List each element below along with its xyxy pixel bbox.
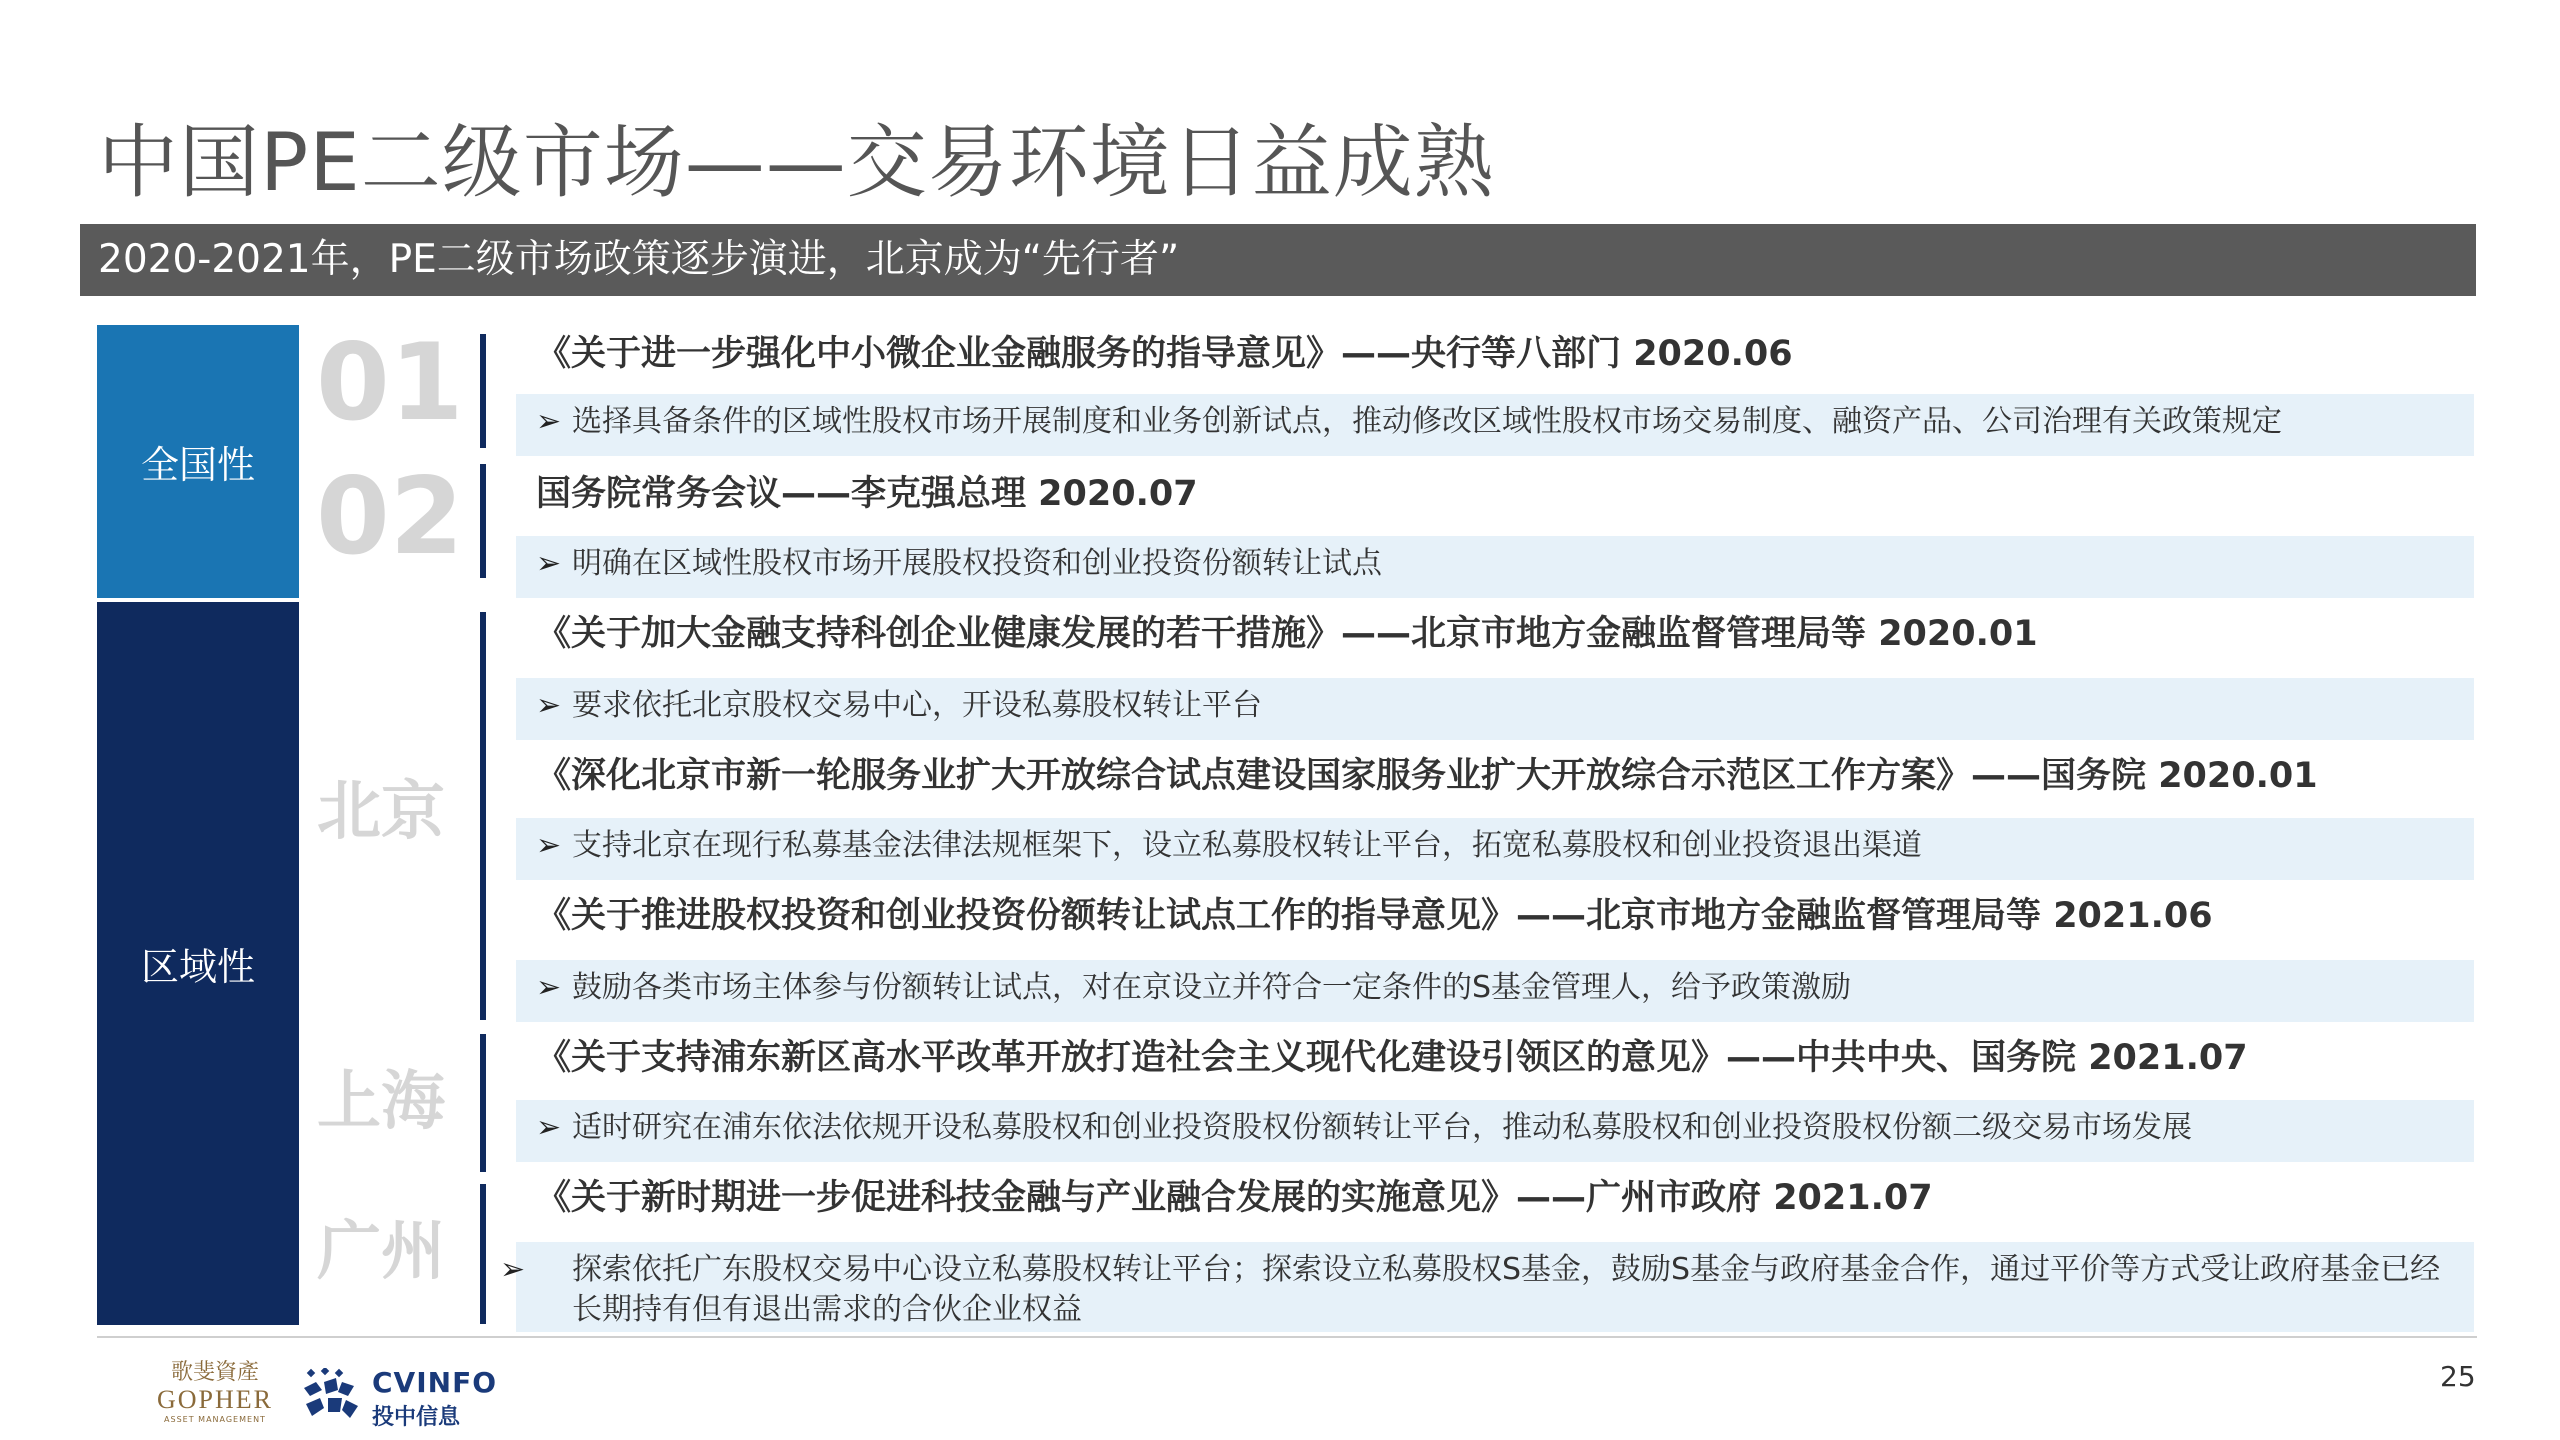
policy-detail-text: 适时研究在浦东依法依规开设私募股权和创业投资股权份额转让平台，推动私募股权和创业投资股权份额二级交易市场发展	[572, 1110, 2192, 1145]
policy-detail-text: 选择具备条件的区域性股权市场开展制度和业务创新试点，推动修改区域性股权市场交易制度、融资产品、公司治理有关政策规定	[572, 404, 2282, 439]
policy-title: 《关于加大金融支持科创企业健康发展的若干措施》——北京市地方金融监督管理局等 2020.01	[536, 614, 2038, 654]
policy-detail	[516, 1100, 2474, 1162]
arrow-bullet-icon: ➢	[536, 404, 562, 439]
divider-line	[480, 1034, 486, 1172]
policy-title: 《关于推进股权投资和创业投资份额转让试点工作的指导意见》——北京市地方金融监督管理局等 2021.06	[536, 896, 2213, 936]
arrow-bullet-icon: ➢	[536, 970, 562, 1005]
category-regional: 区域性	[97, 602, 299, 1325]
gopher-logo-chinese: 歌斐資產	[170, 1360, 259, 1385]
arrow-bullet-icon: ➢	[500, 1252, 526, 1287]
city-label-guangzhou: 广州	[317, 1215, 445, 1289]
policy-detail-text: 明确在区域性股权市场开展股权投资和创业投资份额转让试点	[572, 546, 1382, 581]
gopher-logo-name: GOPHER	[156, 1385, 273, 1414]
cvinfo-logo	[302, 1362, 497, 1432]
cvinfo-mark-icon	[302, 1368, 362, 1424]
arrow-bullet-icon: ➢	[536, 828, 562, 863]
policy-detail-text: 支持北京在现行私募基金法律法规框架下，设立私募股权转让平台，拓宽私募股权和创业投资退出渠道	[572, 828, 1922, 863]
number-02: 02	[316, 455, 464, 578]
policy-title: 《深化北京市新一轮服务业扩大开放综合试点建设国家服务业扩大开放综合示范区工作方案》——国务院 2020.01	[536, 756, 2318, 796]
divider-line	[480, 1184, 486, 1324]
cvinfo-logo-cn: 投中信息	[372, 1405, 461, 1430]
category-national: 全国性	[97, 325, 299, 598]
city-label-shanghai: 上海	[317, 1065, 445, 1139]
gopher-logo-subtitle: ASSET MANAGEMENT	[164, 1415, 266, 1424]
policy-title: 国务院常务会议——李克强总理 2020.07	[536, 474, 1198, 514]
policy-detail	[516, 818, 2474, 880]
policy-detail	[500, 1242, 2474, 1332]
footer-divider	[97, 1336, 2477, 1338]
gopher-logo	[145, 1355, 285, 1435]
arrow-bullet-icon: ➢	[536, 688, 562, 723]
cvinfo-logo-en: CVINFO	[372, 1366, 497, 1399]
city-label-beijing: 北京	[317, 775, 445, 849]
policy-detail-text: 鼓励各类市场主体参与份额转让试点，对在京设立并符合一定条件的S基金管理人，给予政策激励	[572, 970, 1852, 1005]
policy-detail	[516, 536, 2474, 598]
number-01: 01	[316, 321, 464, 444]
policy-detail	[516, 678, 2474, 740]
arrow-bullet-icon: ➢	[536, 546, 562, 581]
divider-line	[480, 334, 486, 448]
policy-detail-text: 探索依托广东股权交易中心设立私募股权转让平台；探索设立私募股权S基金，鼓励S基金与政府基金合作，通过平价等方式受让政府基金已经长期持有但有退出需求的合伙企业权益	[572, 1252, 2441, 1327]
policy-detail-text: 要求依托北京股权交易中心，开设私募股权转让平台	[572, 688, 1262, 723]
policy-title: 《关于进一步强化中小微企业金融服务的指导意见》——央行等八部门 2020.06	[536, 334, 1793, 374]
divider-line	[480, 612, 486, 1020]
policy-title: 《关于新时期进一步促进科技金融与产业融合发展的实施意见》——广州市政府 2021.07	[536, 1178, 1933, 1218]
divider-line	[480, 464, 486, 578]
policy-detail	[516, 960, 2474, 1022]
policy-detail	[516, 394, 2474, 456]
page-number: 25	[2440, 1360, 2476, 1393]
subtitle: 2020-2021年，PE二级市场政策逐步演进，北京成为“先行者”	[98, 237, 1180, 282]
page-title: 中国PE二级市场——交易环境日益成熟	[98, 116, 1495, 209]
arrow-bullet-icon: ➢	[536, 1110, 562, 1145]
policy-title: 《关于支持浦东新区高水平改革开放打造社会主义现代化建设引领区的意见》——中共中央、国务院 2021.07	[536, 1038, 2248, 1078]
